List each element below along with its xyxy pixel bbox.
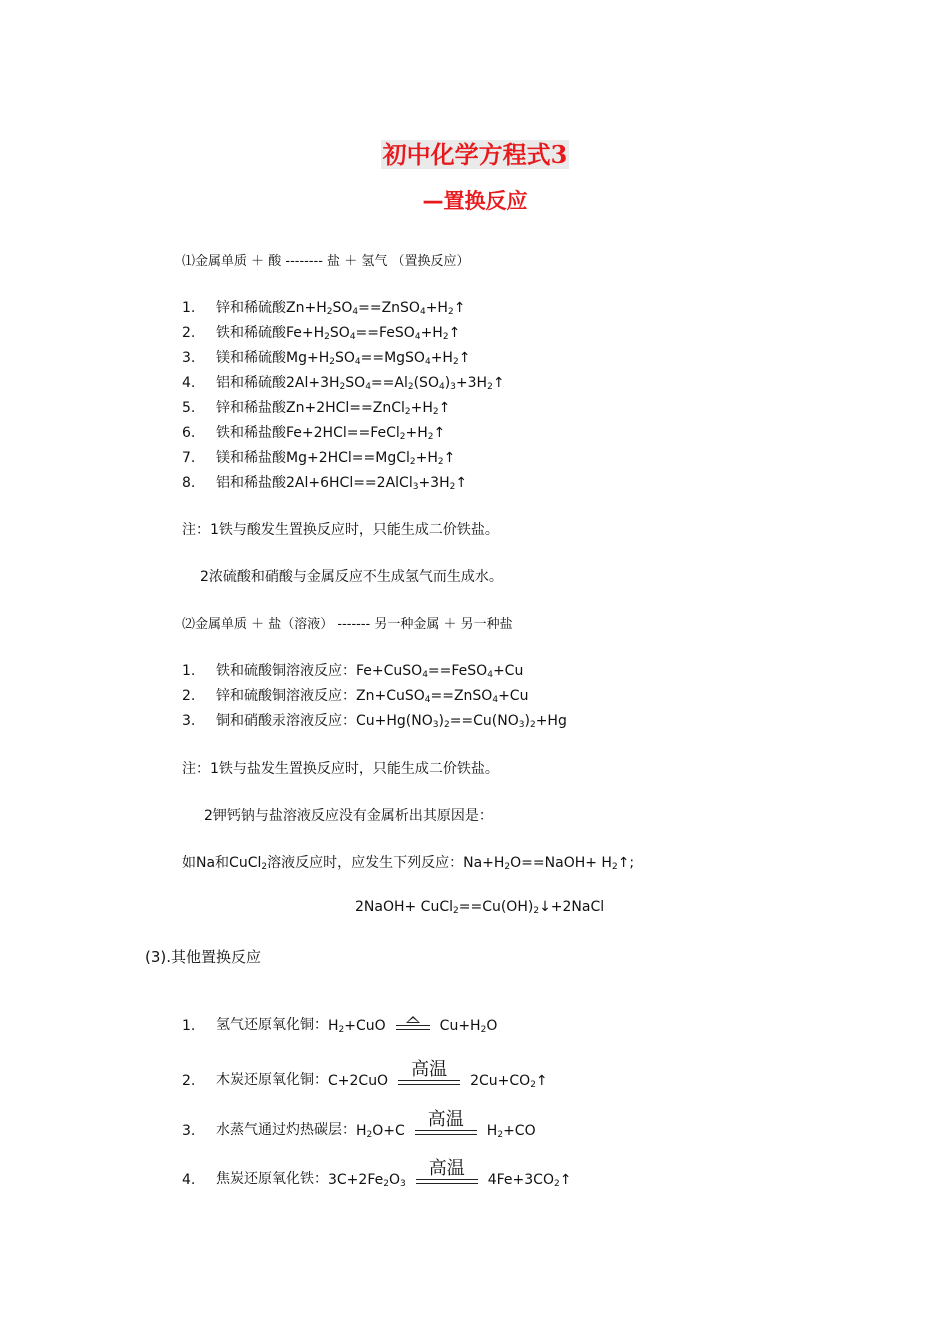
chemical-equation [286, 475, 467, 491]
formula-text: (SO [413, 375, 439, 391]
formula-text: +CuO [344, 1018, 386, 1034]
example-reaction: 如Na和CuCl$_2$溶液反应时，应发生下列反应：$Na+H_2O==NaOH+$ $H_2↑$; [182, 855, 635, 872]
formula-text: 2Al+6HCl==2AlCl [286, 475, 413, 491]
formula-text: ↑ [455, 475, 468, 491]
formula-subscript: 2 [497, 1130, 504, 1140]
equals-bars [398, 1080, 460, 1085]
equation-reactants [328, 1172, 406, 1188]
formula-text: +H [420, 325, 443, 341]
formula-text: 2Al+3H [286, 375, 340, 391]
formula-text: +3H [455, 375, 488, 391]
formula-text: C+2CuO [328, 1073, 389, 1089]
equation-reactants [328, 1073, 388, 1089]
formula-text: +H [425, 300, 448, 316]
formula-text: Cu+H [439, 1018, 481, 1034]
equation-row [182, 372, 505, 392]
formula-text: SO [345, 375, 366, 391]
formula-text: ==FeSO [427, 663, 488, 679]
equation-number: 4. [182, 375, 196, 391]
condition-label: 高温 [427, 1109, 464, 1130]
formula-text: +H [410, 400, 433, 416]
formula-text: ==ZnSO [430, 688, 493, 704]
formula-subscript: 2 [409, 457, 416, 467]
equation-number: 2. [182, 688, 196, 704]
formula-text: Zn+CuSO [356, 688, 425, 704]
formula-subscript: 3 [412, 482, 419, 492]
equation-number: 3. [182, 1123, 196, 1139]
reaction-name: 铁和稀硫酸 [216, 325, 286, 341]
formula-subscript: 2 [399, 432, 406, 442]
section2-note2: 2钾钙钠与盐溶液反应没有金属析出其原因是： [204, 808, 493, 824]
example-equation-2: 2NaOH+ $CuCl_2==Cu(OH)_2↓+2NaCl$ [355, 899, 605, 916]
formula-subscript: 2 [339, 382, 346, 392]
formula-subscript: 2 [487, 382, 493, 392]
formula-text: H [486, 1123, 498, 1139]
formula-subscript: 2 [427, 432, 434, 442]
equation-number: 8. [182, 475, 196, 491]
chemical-equation [286, 450, 455, 466]
section1-heading: ⑴金属单质 ＋ 酸 -------- 盐 ＋ 氢气 （置换反应） [182, 254, 470, 269]
equation-number: 1. [182, 663, 196, 679]
formula-subscript: 2 [449, 482, 456, 492]
equation-number: 3. [182, 350, 196, 366]
formula-text: +Cu [498, 688, 529, 704]
formula-subscript: 2 [407, 382, 414, 392]
formula-subscript: 2 [329, 357, 335, 367]
formula-text: ==FeSO [355, 325, 415, 341]
formula-text: ) [438, 713, 444, 729]
chemical-equation [286, 300, 465, 316]
chemical-equation [286, 350, 470, 366]
formula-text: ) [444, 375, 451, 391]
formula-subscript: 4 [422, 670, 428, 680]
formula-subscript: 2 [443, 720, 450, 730]
formula-text: O+C [372, 1123, 405, 1139]
formula-text: Fe+CuSO [356, 663, 423, 679]
equation-row [182, 1110, 536, 1139]
formula-text: +3H [418, 475, 450, 491]
formula-subscript: 4 [419, 307, 426, 317]
equation-row [182, 1014, 497, 1034]
formula-subscript: 4 [424, 695, 431, 705]
formula-text: +H [430, 350, 453, 366]
equation-row [182, 685, 528, 705]
equation-products [487, 1123, 536, 1139]
formula-text: 2Cu+CO [470, 1073, 531, 1089]
condition-label: 高温 [428, 1158, 465, 1179]
high-temperature-condition [415, 1110, 477, 1135]
formula-subscript: 2 [366, 1130, 373, 1140]
formula-subscript: 2 [452, 357, 459, 367]
formula-text: Cu+Hg(NO [356, 713, 433, 729]
formula-subscript: 4 [354, 357, 361, 367]
formula-text: ==Cu(NO [449, 713, 519, 729]
formula-text: Zn+2HCl==ZnCl [286, 400, 405, 416]
reaction-name: 锌和稀硫酸 [216, 300, 286, 316]
equation-row [182, 660, 523, 680]
reaction-name: 铁和硫酸铜溶液反应： [216, 663, 356, 679]
equation-row [182, 297, 465, 317]
formula-text: Fe+H [286, 325, 325, 341]
formula-subscript: 3 [518, 720, 525, 730]
reaction-name: 铁和稀盐酸 [216, 425, 286, 441]
formula-text: ↑ [433, 425, 446, 441]
formula-text: +CO [503, 1123, 536, 1139]
formula-subscript: 3 [400, 1179, 406, 1189]
equation-reactants [328, 1018, 386, 1034]
page-title: 初中化学方程式3 [382, 140, 568, 169]
formula-subscript: 2 [530, 1080, 536, 1090]
reaction-name: 木炭还原氧化铜： [216, 1072, 328, 1088]
equation-number: 5. [182, 400, 196, 416]
section2-heading: ⑵金属单质 ＋ 盐（溶液） ------- 另一种金属 ＋ 另一种盐 [182, 617, 513, 632]
formula-text: SO [332, 300, 353, 316]
formula-subscript: 3 [432, 720, 439, 730]
equation-number: 4. [182, 1172, 196, 1188]
equation-row [182, 397, 450, 417]
equation-row [182, 1060, 548, 1089]
formula-text: H [328, 1018, 339, 1034]
equation-number: 1. [182, 300, 196, 316]
chemical-equation [356, 713, 567, 729]
formula-text: ↑ [458, 350, 471, 366]
formula-subscript: 2 [437, 457, 444, 467]
formula-text: ==MgSO [360, 350, 425, 366]
equals-bars [396, 1025, 430, 1030]
equation-row [182, 710, 567, 730]
formula-text: ↑ [448, 325, 461, 341]
heating-condition [396, 1016, 430, 1030]
formula-subscript: 4 [352, 307, 359, 317]
formula-text: +H [415, 450, 438, 466]
formula-subscript: 2 [326, 307, 333, 317]
chemical-equation [286, 425, 445, 441]
formula-subscript: 2 [383, 1179, 389, 1189]
formula-text: +Cu [492, 663, 524, 679]
section3-heading: (3).其他置换反应 [145, 948, 262, 966]
reaction-name: 水蒸气通过灼热碳层： [216, 1122, 356, 1138]
formula-subscript: 4 [365, 382, 371, 392]
formula-subscript: 4 [487, 670, 493, 680]
high-temperature-condition [416, 1159, 478, 1184]
reaction-name: 焦炭还原氧化铁： [216, 1171, 328, 1187]
formula-text: Fe+2HCl==FeCl [286, 425, 400, 441]
formula-text: ↑ [443, 450, 456, 466]
formula-text: SO [329, 325, 350, 341]
condition-label: 高温 [411, 1059, 448, 1080]
equation-number: 1. [182, 1018, 196, 1034]
equation-row [182, 347, 470, 367]
formula-text: ↑ [492, 375, 505, 391]
section1-note1: 注：1铁与酸发生置换反应时，只能生成二价铁盐。 [182, 522, 499, 538]
formula-text: ==ZnSO [358, 300, 420, 316]
equation-products [470, 1073, 548, 1089]
high-temperature-condition [398, 1060, 460, 1085]
formula-subscript: 2 [324, 332, 330, 342]
equation-number: 3. [182, 713, 196, 729]
reaction-name: 铝和稀硫酸 [216, 375, 286, 391]
equation-row [182, 447, 455, 467]
formula-text: +H [405, 425, 428, 441]
formula-text: O [486, 1018, 498, 1034]
formula-subscript: 4 [492, 695, 499, 705]
formula-subscript: 2 [480, 1025, 487, 1035]
reaction-name: 铝和稀盐酸 [216, 475, 286, 491]
formula-subscript: 2 [432, 407, 439, 417]
reaction-name: 锌和稀盐酸 [216, 400, 286, 416]
page-subtitle: —置换反应 [422, 189, 528, 213]
formula-subscript: 2 [529, 720, 536, 730]
equation-number: 2. [182, 1073, 196, 1089]
reaction-name: 镁和稀盐酸 [216, 450, 286, 466]
equation-products [488, 1172, 572, 1188]
chemical-equation [286, 375, 505, 391]
equation-row [182, 472, 467, 492]
formula-text: 3C+2Fe [328, 1172, 384, 1188]
formula-subscript: 3 [450, 382, 456, 392]
formula-subscript: 2 [442, 332, 449, 342]
equation-number: 6. [182, 425, 196, 441]
formula-subscript: 4 [424, 357, 431, 367]
formula-text: O [388, 1172, 400, 1188]
reaction-name: 镁和稀硫酸 [216, 350, 286, 366]
chemical-equation [286, 400, 450, 416]
equals-bars [415, 1130, 477, 1135]
equation-products [440, 1018, 498, 1034]
formula-text: +Hg [535, 713, 567, 729]
formula-text: ↑ [438, 400, 451, 416]
formula-text: ↑ [453, 300, 466, 316]
formula-subscript: 2 [553, 1179, 560, 1189]
formula-text: Mg+H [286, 350, 330, 366]
formula-text: SO [334, 350, 355, 366]
equation-reactants [356, 1123, 405, 1139]
equation-number: 7. [182, 450, 196, 466]
formula-subscript: 4 [438, 382, 445, 392]
formula-text: ↑ [535, 1073, 548, 1089]
formula-text: 4Fe+3CO [487, 1172, 554, 1188]
formula-subscript: 2 [404, 407, 411, 417]
formula-text: H [356, 1123, 367, 1139]
formula-subscript: 2 [447, 307, 454, 317]
equation-row [182, 422, 445, 442]
chemical-equation [356, 688, 528, 704]
section1-note2: 2浓硫酸和硝酸与金属反应不生成氢气而生成水。 [200, 569, 503, 585]
formula-text: ↑ [559, 1172, 572, 1188]
heat-triangle-icon [406, 1016, 420, 1023]
formula-subscript: 2 [338, 1025, 345, 1035]
reaction-name: 氢气还原氧化铜： [216, 1017, 328, 1033]
formula-text: ) [524, 713, 530, 729]
formula-text: Mg+2HCl==MgCl [286, 450, 410, 466]
section2-note1: 注：1铁与盐发生置换反应时，只能生成二价铁盐。 [182, 761, 499, 777]
reaction-name: 锌和硫酸铜溶液反应： [216, 688, 356, 704]
equals-bars [416, 1179, 478, 1184]
formula-subscript: 4 [414, 332, 421, 342]
formula-subscript: 4 [349, 332, 356, 342]
reaction-name: 铜和硝酸汞溶液反应： [216, 713, 356, 729]
equation-number: 2. [182, 325, 196, 341]
chemical-equation [286, 325, 460, 341]
equation-row [182, 1159, 571, 1188]
formula-text: ==Al [370, 375, 408, 391]
formula-text: Zn+H [286, 300, 327, 316]
equation-row [182, 322, 460, 342]
chemical-equation [356, 663, 523, 679]
